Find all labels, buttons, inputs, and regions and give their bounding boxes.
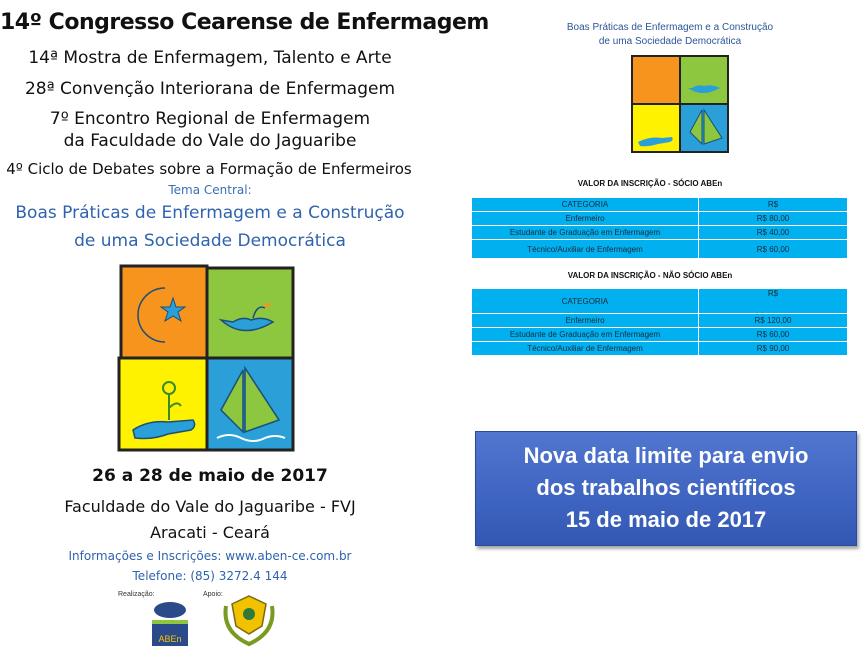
non-member-fee-title: VALOR DA INSCRIÇÃO - NÃO SÓCIO ABEn (567, 271, 733, 280)
subtitle-line-1: Boas Práticas de Enfermagem e a Construção (566, 22, 774, 33)
event-line-3: 28ª Convenção Interiorana de Enfermagem (24, 79, 396, 99)
price-cell: R$ 80,00 (699, 212, 848, 226)
aben-logo (148, 598, 192, 648)
category-cell: Enfermeiro (472, 212, 699, 226)
realizacao-label: Realização: (118, 591, 155, 598)
table-row (472, 314, 848, 328)
column-header-category: CATEGORIA (472, 289, 699, 314)
table-row (472, 328, 848, 342)
event-line-4b: da Faculdade do Vale do Jaguaribe (63, 131, 357, 151)
registration-panel (440, 0, 868, 651)
deadline-banner (475, 431, 857, 546)
price-cell: R$ 90,00 (699, 342, 848, 356)
theme-label: Tema Central: (168, 183, 252, 197)
price-cell: R$ 60,00 (699, 328, 848, 342)
price-cell: R$ 120,00 (699, 314, 848, 328)
fvj-seal (218, 592, 280, 648)
event-venue: Faculdade do Vale do Jaguaribe - FVJ (64, 497, 356, 516)
event-logo-art (113, 260, 303, 460)
category-cell: Estudante de Graduação em Enfermagem (472, 328, 699, 342)
table-header-row (472, 289, 848, 314)
event-line-4a: 7º Encontro Regional de Enfermagem (49, 109, 371, 129)
banner-line-3: 15 de maio de 2017 (565, 507, 767, 532)
subtitle-line-2: de uma Sociedade Democrática (598, 36, 742, 47)
event-line-5: 4º Ciclo de Debates sobre a Formação de Enfermeiros (6, 160, 412, 178)
banner-line-1: Nova data limite para envio (523, 443, 809, 468)
banner-line-2: dos trabalhos científicos (536, 475, 796, 500)
small-logo-art (628, 52, 736, 156)
registration-info: Informações e Inscrições: www.aben-ce.com.br (68, 549, 352, 563)
table-row (472, 240, 848, 259)
table-header-row (472, 198, 848, 212)
member-fee-title: VALOR DA INSCRIÇÃO - SÓCIO ABEn (577, 179, 723, 188)
theme-line-2: de uma Sociedade Democrática (74, 231, 346, 251)
member-fee-table (471, 197, 848, 259)
orange-square (121, 266, 207, 358)
congress-title: 14º Congresso Cearense de Enfermagem (0, 10, 489, 35)
event-city: Aracati - Ceará (150, 523, 270, 542)
green-square (207, 268, 293, 358)
table-row (472, 212, 848, 226)
column-header-price: R$ (699, 289, 848, 314)
theme-line-1: Boas Práticas de Enfermagem e a Construção (15, 203, 405, 223)
phone-number: Telefone: (85) 3272.4 144 (132, 569, 288, 583)
non-member-fee-table (471, 288, 848, 356)
column-header-price: R$ (699, 198, 848, 212)
category-cell: Técnico/Auxiliar de Enfermagem (472, 342, 699, 356)
table-row (472, 342, 848, 356)
table-row (472, 226, 848, 240)
apoio-label: Apoio: (203, 591, 223, 598)
column-header-category: CATEGORIA (472, 198, 699, 212)
event-line-2: 14ª Mostra de Enfermagem, Talento e Arte (28, 48, 392, 68)
category-cell: Estudante de Graduação em Enfermagem (472, 226, 699, 240)
price-cell: R$ 60,00 (699, 240, 848, 259)
category-cell: Técnico/Auxiliar de Enfermagem (472, 240, 699, 259)
category-cell: Enfermeiro (472, 314, 699, 328)
aben-logo-text: ABEn (158, 634, 182, 644)
price-cell: R$ 40,00 (699, 226, 848, 240)
event-dates: 26 a 28 de maio de 2017 (92, 466, 328, 486)
